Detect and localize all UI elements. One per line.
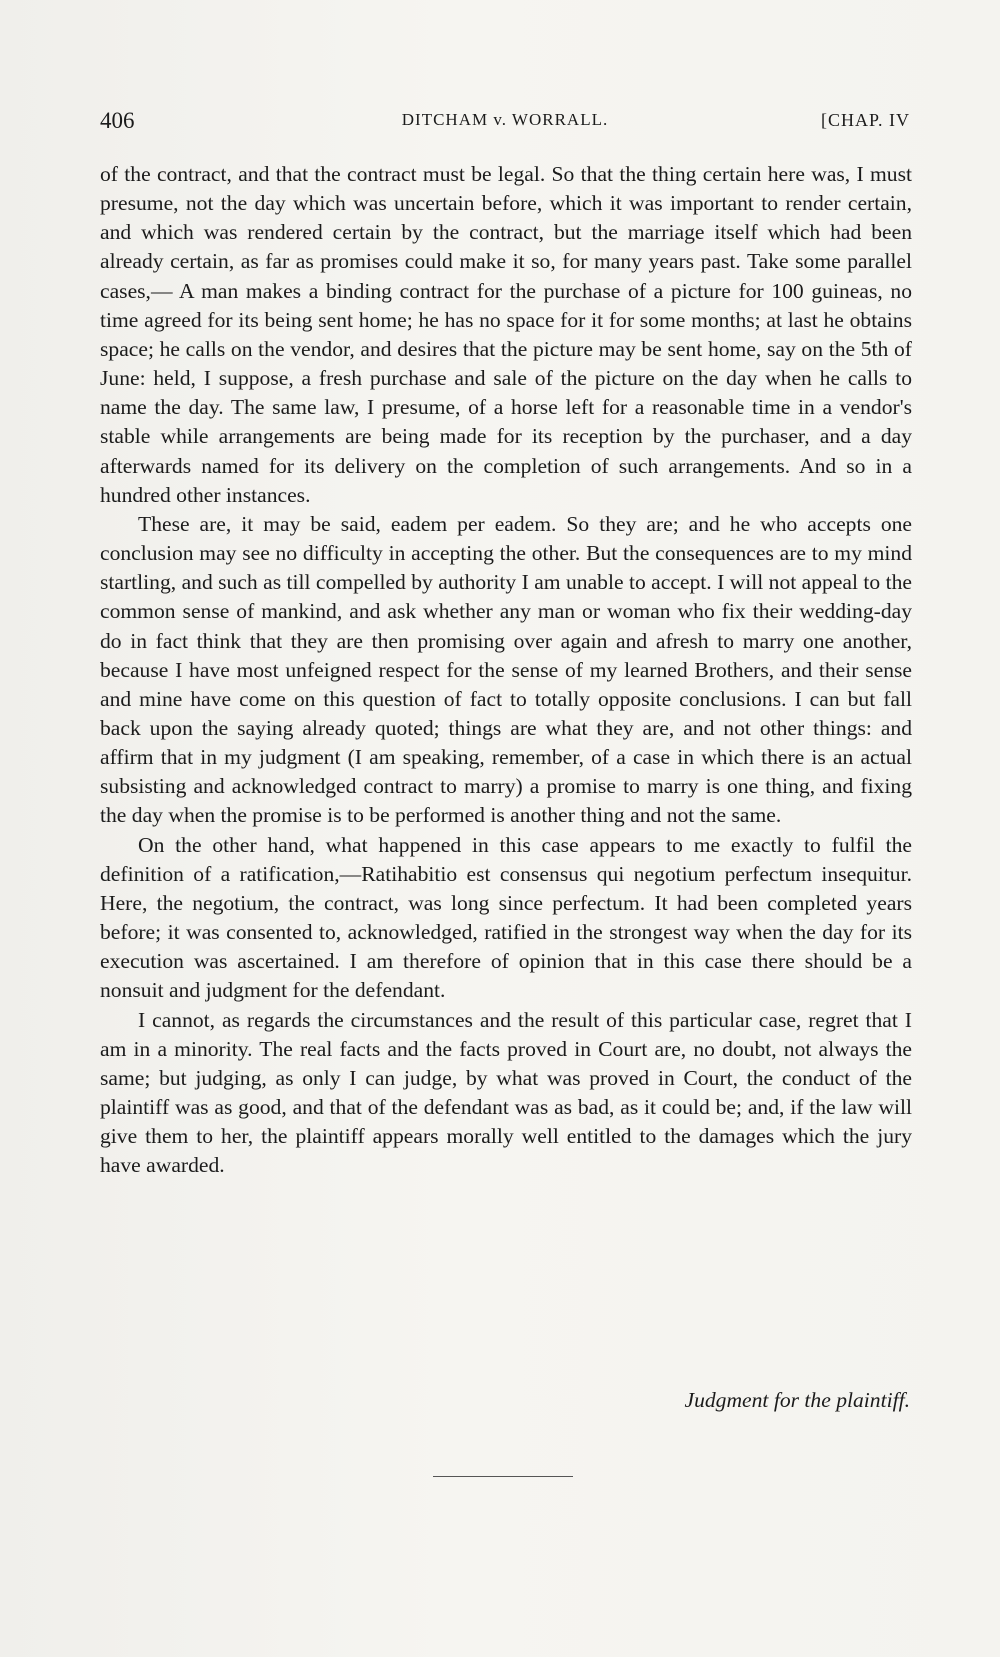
page-number: 406 — [100, 108, 135, 133]
section-divider — [433, 1476, 573, 1477]
paragraph: On the other hand, what happened in this case appears to me exactly to fulfil the definition of a ratification,—Ratihabitio est consensus qui negotium perfectum insequitur. Here, the negotium, the contract, was long since perfectum. It had been completed years before; it was consented to, acknowledged, ratified in the strongest way when the day for its execution was ascertained. I am therefore of opinion that in this case there should be a nonsuit and judgment for the defendant. — [100, 832, 912, 1003]
paragraph: These are, it may be said, eadem per eadem. So they are; and he who accepts one conclusion may see no difficulty in accepting the other. But the consequences are to my mind startling, and such as till compelled by authority I am unable to accept. I will not appeal to the common sense of mankind, and ask whether any man or woman who fix their wedding-day do in fact think that they are then promising over again and afresh to marry one another, because I have most unfeigned respect for the sense of my learned Brothers, and their sense and mine have come on this question of fact to totally opposite conclusions. I can but fall back upon the saying already quoted; things are what they are, and not other things: and affirm that in my judgment (I am speaking, remember, of a case in which there is an actual subsisting and acknowledged contract to marry) a promise to marry is one thing, and fixing the day when the promise is to be performed is another thing and not the same. — [100, 511, 912, 828]
running-title: DITCHAM v. WORRALL. — [401, 110, 609, 129]
judgment-line: Judgment for the plaintiff. — [684, 1388, 910, 1412]
paragraph: of the contract, and that the contract must be legal. So that the thing certain here was, I must presume, not the day which was uncertain before, which it was important to render certain, and which was rendered certain by the contract, but the marriage itself which had been already certain, as far as promises could make it so, for many years past. Take some parallel cases,— A man makes a binding contract for the purchase of a picture for 100 guineas, no time agreed for its being sent home; he has no space for it for some months; at last he obtains space; he calls on the vendor, and desires that the picture may be sent home, say on the 5th of June: held, I suppose, a fresh purchase and sale of the picture on the day when he calls to name the day. The same law, I presume, of a horse left for a reasonable time in a vendor's stable while arrangements are being made for its reception by the purchaser, and a day afterwards named for its delivery on the completion of such arrangements. And so in a hundred other instances. — [100, 162, 912, 507]
paragraph: I cannot, as regards the circumstances and the result of this particular case, regret that I am in a minority. The real facts and the facts proved in Court are, no doubt, not always the same; but judging, as only I can judge, by what was proved in Court, the conduct of the plaintiff was as good, and that of the defendant was as bad, as it could be; and, if the law will give them to her, the plaintiff appears morally well entitled to the damages which the jury have awarded. — [100, 1007, 912, 1178]
body-text — [100, 160, 912, 1180]
running-header — [100, 108, 910, 138]
chapter-label: [CHAP. IV — [820, 110, 910, 130]
